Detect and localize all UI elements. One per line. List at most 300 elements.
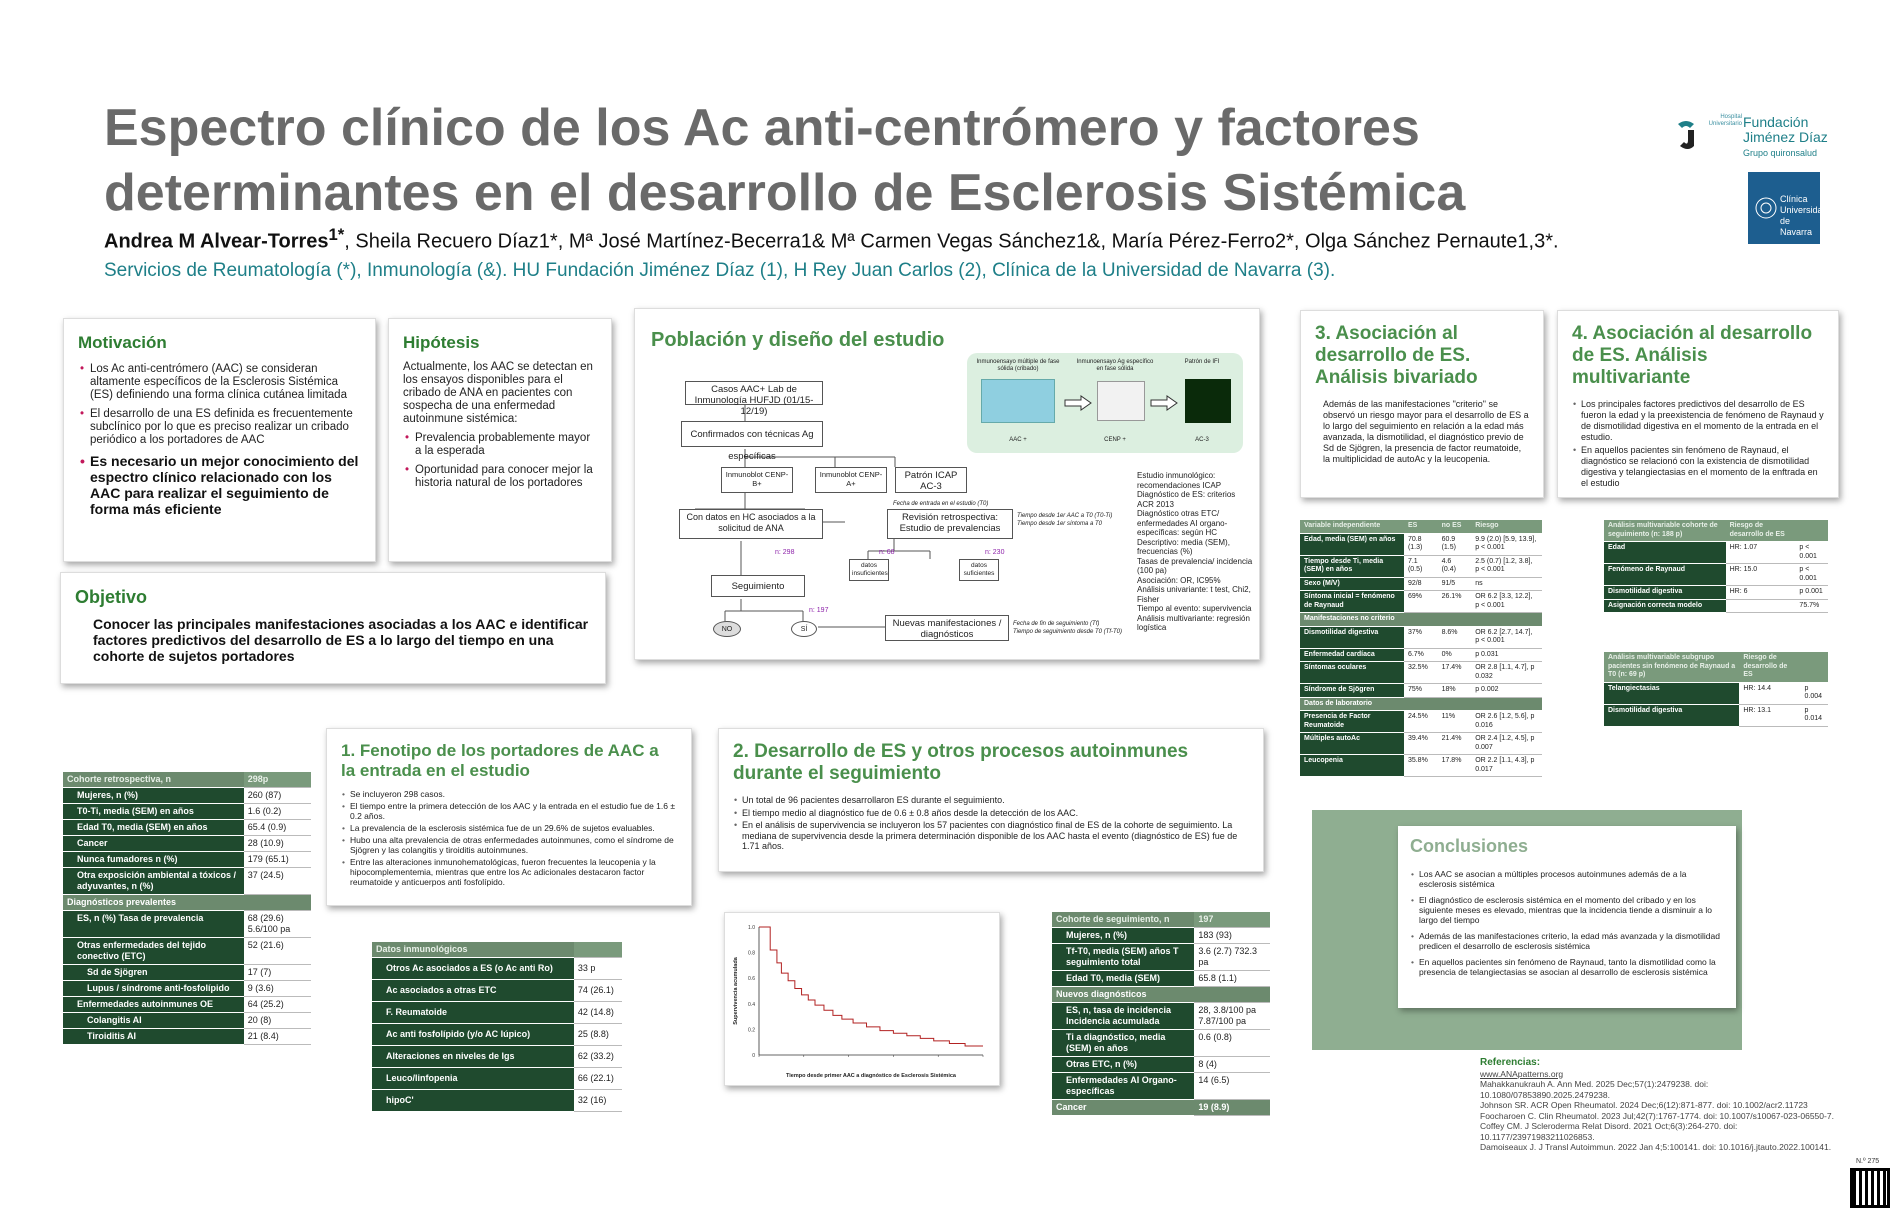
table-cell: 8.6% bbox=[1438, 626, 1472, 648]
table-row bbox=[1300, 711, 1542, 733]
table-cell: 8 (4) bbox=[1194, 1057, 1270, 1073]
y-tick-label: 0.4 bbox=[748, 1001, 755, 1008]
table-cell: Dismotilidad digestiva bbox=[1300, 626, 1404, 648]
table-row bbox=[1052, 1003, 1270, 1030]
sec2-list bbox=[733, 795, 1249, 852]
table-cell: OR 6.2 [2.7, 14.7], p < 0.001 bbox=[1471, 626, 1542, 648]
sec4-heading: 4. Asociación al desarrollo de ES. Análisis multivariante bbox=[1572, 323, 1813, 388]
table-cell: OR 2.8 [1.1, 4.7], p 0.032 bbox=[1471, 662, 1542, 684]
table-header-cell: Riesgo de desarrollo de ES bbox=[1739, 652, 1800, 682]
table-row bbox=[372, 958, 622, 980]
conclusion-item: • Además de las manifestaciones criterio, la edad más avanzada y la dismotilidad predicen el desarrollo de esclerosis sistémica bbox=[1410, 931, 1724, 951]
note-ti2: Tiempo desde 1er síntoma a T0 bbox=[1017, 521, 1102, 527]
other-authors: , Sheila Recuero Díaz1*, Mª José Martínez-Becerra1& Mª Carmen Vegas Sánchez1&, María Pérez-Ferro2*, Olga Sánchez Pernaute1,3*. bbox=[344, 230, 1559, 253]
table-cell: 39.4% bbox=[1404, 733, 1438, 755]
table-cell: Ti a diagnóstico, media (SEM) en años bbox=[1052, 1030, 1194, 1057]
motivacion-item: • Los Ac anti-centrómero (AAC) se consideran altamente específicos de la Esclerosis Sistémica (ES) definiendo una forma clínica cutánea limitada bbox=[78, 363, 361, 402]
fjd-logo-small: Hospital Universitario bbox=[1708, 114, 1742, 127]
table-cell: Mujeres, n (%) bbox=[1052, 928, 1194, 944]
sec3-text: Además de las manifestaciones "criterio" se observó un riesgo mayor para el desarrollo de ES a lo largo del seguimiento en relación a la edad más avanzada, la dismotilidad, el diagnóstico previo de Sd de Sjögren, la presencia de factor reumatoide, la multiplicidad de autoAc y la leucopenia. bbox=[1323, 399, 1529, 464]
conclusiones-card bbox=[1398, 826, 1736, 1008]
table-cell: Nunca fumadores n (%) bbox=[63, 852, 244, 868]
table-cell: p 0.002 bbox=[1471, 684, 1542, 698]
hipotesis-heading: Hipótesis bbox=[403, 333, 480, 352]
table-cell: Telangiectasias bbox=[1604, 682, 1739, 704]
assay-bottom-2: CENP + bbox=[1104, 437, 1126, 443]
table-row bbox=[372, 1046, 622, 1068]
sec2-card bbox=[718, 728, 1264, 872]
table-cell: T0-Ti, media (SEM) en años bbox=[63, 804, 244, 820]
motivacion-item: • Es necesario un mejor conocimiento del espectro clínico relacionado con los AAC para realizar el seguimiento de forma más eficiente bbox=[78, 453, 361, 517]
table-row bbox=[63, 997, 311, 1013]
table-row bbox=[1300, 533, 1542, 555]
hipotesis-item: • Oportunidad para conocer mejor la historia natural de los portadores bbox=[403, 464, 597, 490]
table-cell: OR 2.6 [1.2, 5.6], p 0.016 bbox=[1471, 711, 1542, 733]
flow-no: NO bbox=[713, 621, 741, 637]
table-section-row bbox=[1300, 613, 1542, 627]
table-cell: 75.7% bbox=[1795, 599, 1828, 613]
table-header-row bbox=[1300, 520, 1542, 533]
conclusion-item: • En aquellos pacientes sin fenómeno de Raynaud, tanto la dismotilidad como la presencia de telangiectasias se asocian al desarrollo de esclerosis sistémica bbox=[1410, 957, 1724, 977]
table-row bbox=[63, 1029, 311, 1045]
multivariate-table-1 bbox=[1604, 520, 1828, 613]
table-cell: Tiroiditis AI bbox=[63, 1029, 244, 1045]
table-cell bbox=[244, 895, 311, 911]
table-header-cell: Variable independiente bbox=[1300, 520, 1404, 533]
sec1-item: • La prevalencia de la esclerosis sistémica fue de un 29.6% de sujetos evaluables. bbox=[341, 823, 677, 833]
table-row bbox=[1300, 577, 1542, 591]
table-cell: HR: 14.4 bbox=[1739, 682, 1800, 704]
table-cell: Otras enfermedades del tejido conectivo (ETC) bbox=[63, 938, 244, 965]
assay-bottom-1: AAC + bbox=[1009, 437, 1027, 443]
table-row bbox=[372, 980, 622, 1002]
table-cell: 65.4 (0.9) bbox=[244, 820, 311, 836]
ref-line: Foocharoen C. Clin Rheumatol. 2023 Jul;42(7):1767-1774. doi: 10.1007/s10067-023-06550-7. bbox=[1480, 1110, 1834, 1121]
table-section-row bbox=[1300, 697, 1542, 711]
table-section-label: Diagnósticos prevalentes bbox=[63, 895, 244, 911]
table-row bbox=[1052, 928, 1270, 944]
table-row bbox=[63, 820, 311, 836]
table-header-cell: Cohorte retrospectiva, n bbox=[63, 772, 244, 788]
sec1-card bbox=[326, 728, 692, 906]
table-cell: 0.6 (0.8) bbox=[1194, 1030, 1270, 1057]
table-row bbox=[1052, 1073, 1270, 1100]
flow-insuficientes: datos insuficientes bbox=[849, 559, 889, 581]
table-header-cell: Riesgo bbox=[1471, 520, 1542, 533]
hipotesis-card bbox=[388, 318, 612, 562]
table-row bbox=[1300, 555, 1542, 577]
table-header-cell: Análisis multivariable cohorte de seguimiento (n: 188 p) bbox=[1604, 520, 1726, 542]
table-cell: Leucopenia bbox=[1300, 755, 1404, 777]
table-cell: OR 2.2 [1.1, 4.3], p 0.017 bbox=[1471, 755, 1542, 777]
table-row bbox=[1300, 648, 1542, 662]
table-cell: 6.7% bbox=[1404, 648, 1438, 662]
table-cell: 0% bbox=[1438, 648, 1472, 662]
assay-label-1: Inmunoensayo múltiple de fase sólida (cribado) bbox=[976, 359, 1060, 372]
table-cell: 92/8 bbox=[1404, 577, 1438, 591]
table-cell: p < 0.001 bbox=[1795, 542, 1828, 564]
follow-up-table bbox=[1052, 912, 1270, 1116]
table-cell: 28, 3.8/100 pa 7.87/100 pa bbox=[1194, 1003, 1270, 1030]
table-cell: Edad, media (SEM) en años bbox=[1300, 533, 1404, 555]
table-cell: 21.4% bbox=[1438, 733, 1472, 755]
table-row bbox=[1604, 542, 1828, 564]
note-ti: Tiempo desde 1er AAC a T0 (T0-Ti) bbox=[1017, 513, 1113, 519]
table-row bbox=[1604, 682, 1828, 704]
table-cell: ES, n (%) Tasa de prevalencia bbox=[63, 911, 244, 938]
table-cell: 35.8% bbox=[1404, 755, 1438, 777]
hipotesis-item: • Prevalencia probablemente mayor a la esperada bbox=[403, 432, 597, 458]
table-row bbox=[372, 1068, 622, 1090]
motivacion-heading: Motivación bbox=[78, 333, 167, 352]
table-cell bbox=[1726, 599, 1796, 613]
table-row bbox=[1604, 564, 1828, 586]
y-tick-label: 0.6 bbox=[748, 976, 755, 983]
table-cell: Edad T0, media (SEM) en años bbox=[63, 820, 244, 836]
conclusiones-list bbox=[1410, 869, 1724, 977]
table-header-cell: Análisis multivariable subgrupo pacientes sin fenómeno de Raynaud a T0 (n: 69 p) bbox=[1604, 652, 1739, 682]
table-cell: 11% bbox=[1438, 711, 1472, 733]
table-header-cell: Datos inmunológicos bbox=[372, 942, 574, 958]
table-cell: Enfermedades AI Organo-específicas bbox=[1052, 1073, 1194, 1100]
table-header-cell bbox=[574, 942, 622, 958]
table-header-row bbox=[1052, 912, 1270, 928]
sec1-list bbox=[341, 789, 677, 887]
flow-inmunoblot-b: Inmunoblot CENP-B+ bbox=[721, 467, 793, 493]
cun-logo bbox=[1748, 172, 1828, 244]
table-section-label: Cancer bbox=[1052, 1100, 1194, 1116]
table-section-row bbox=[1052, 987, 1270, 1003]
table-row bbox=[1300, 591, 1542, 613]
survival-chart-card bbox=[724, 912, 1000, 1086]
table-cell: 75% bbox=[1404, 684, 1438, 698]
sec1-item: • Entre las alteraciones inmunohematológicas, fueron frecuentes la leucopenia y la hipocomplementemia, mientras que entre los Ac adicionales destacaron factor reumatoide y anticuerpos anti fosfolípido. bbox=[341, 857, 677, 887]
table-cell: HR: 1.07 bbox=[1726, 542, 1796, 564]
table-cell: p 0.001 bbox=[1795, 586, 1828, 600]
table-cell: HR: 15.0 bbox=[1726, 564, 1796, 586]
table-cell: 64 (25.2) bbox=[244, 997, 311, 1013]
ref-link[interactable]: www.ANApatterns.org bbox=[1480, 1068, 1564, 1079]
table-row bbox=[63, 852, 311, 868]
first-author: Andrea M Alvear-Torres bbox=[104, 230, 329, 253]
ref-line: Coffey CM. J Scleroderma Relat Disord. 2021 Oct;6(3):264-270. doi: 10.1177/23971983211026853. bbox=[1480, 1121, 1738, 1142]
table-cell: 26.1% bbox=[1438, 591, 1472, 613]
note-t0: Fecha de entrada en el estudio (T0) bbox=[893, 501, 989, 507]
table-cell: 32.5% bbox=[1404, 662, 1438, 684]
poblacion-heading: Población y diseño del estudio bbox=[651, 329, 945, 351]
table-row bbox=[63, 1013, 311, 1029]
table-section-label: Manifestaciones no criterio bbox=[1300, 613, 1542, 627]
table-cell: 21 (8.4) bbox=[244, 1029, 311, 1045]
table-cell: Síndrome de Sjögren bbox=[1300, 684, 1404, 698]
table-cell: 33 p bbox=[574, 958, 622, 980]
sec4-item: • En aquellos pacientes sin fenómeno de Raynaud, el diagnóstico se relacionó con la existencia de dismotilidad digestiva y telangiectasias en el momento de la enftrada en el estudio bbox=[1572, 445, 1824, 489]
table-cell: Alteraciones en niveles de Igs bbox=[372, 1046, 574, 1068]
sec1-heading: 1. Fenotipo de los portadores de AAC a la entrada en el estudio bbox=[341, 741, 659, 780]
table-cell: 28 (10.9) bbox=[244, 836, 311, 852]
table-cell: ES, n, tasa de incidencia Incidencia acumulada bbox=[1052, 1003, 1194, 1030]
motivacion-item: • El desarrollo de una ES definida es frecuentemente subclínico por lo que es preciso realizar un cribado periódico a los portadores de AAC bbox=[78, 408, 361, 447]
table-cell: 65.8 (1.1) bbox=[1194, 971, 1270, 987]
hipotesis-intro: Actualmente, los AAC se detectan en los ensayos disponibles para el cribado de ANA en pacientes con sospecha de una enfermedad autoinmune sistémica: bbox=[403, 361, 593, 425]
table-cell: 7.1 (0.5) bbox=[1404, 555, 1438, 577]
table-row bbox=[63, 981, 311, 997]
table-cell: Edad T0, media (SEM) bbox=[1052, 971, 1194, 987]
n-68: n: 68 bbox=[879, 549, 895, 556]
sec1-item: • El tiempo entre la primera detección de los AAC y la entrada en el estudio fue de 1.6 ± 0.2 años. bbox=[341, 801, 677, 821]
table-cell: F. Reumatoide bbox=[372, 1002, 574, 1024]
table-row bbox=[1300, 662, 1542, 684]
flow-confirmados: Confirmados con técnicas Ag específicas bbox=[681, 421, 823, 447]
table-cell: Síntoma inicial = fenómeno de Raynaud bbox=[1300, 591, 1404, 613]
ref-line: Johnson SR. ACR Open Rheumatol. 2024 Dec;6(12):871-877. doi: 10.1002/acr2.11723 bbox=[1480, 1100, 1808, 1110]
y-tick-label: 1.0 bbox=[748, 925, 755, 931]
table-cell: Edad bbox=[1604, 542, 1726, 564]
cun-logo-text: Clínica Universidad de Navarra bbox=[1780, 194, 1828, 237]
poblacion-card bbox=[634, 308, 1260, 660]
table-header-cell: 298p bbox=[244, 772, 311, 788]
y-tick-label: 0.8 bbox=[748, 950, 755, 957]
n-230: n: 230 bbox=[985, 549, 1005, 556]
y-axis-label: Supervivencia acumulada bbox=[733, 957, 739, 1025]
table-cell: p 0.031 bbox=[1471, 648, 1542, 662]
fjd-logo-group: Grupo quironsalud bbox=[1743, 148, 1818, 158]
flow-suficientes: datos suficientes bbox=[959, 559, 999, 581]
referencias bbox=[1480, 1058, 1840, 1153]
table-cell: Tf-T0, media (SEM) años T seguimiento total bbox=[1052, 944, 1194, 971]
retrospective-table bbox=[63, 772, 311, 1045]
table-row bbox=[1052, 944, 1270, 971]
table-row bbox=[63, 788, 311, 804]
table-row bbox=[372, 1090, 622, 1112]
table-row bbox=[1052, 971, 1270, 987]
table-cell: 37% bbox=[1404, 626, 1438, 648]
sec2-item: • En el análisis de supervivencia se incluyeron los 57 pacientes con diagnóstico final de ES de la cohorte de seguimiento. La mediana de supervivencia desde la primera determinación disponible de los AAC hasta el evento (diagnóstico de ES) fue de 1.71 años. bbox=[733, 820, 1249, 852]
table-cell: 62 (33.2) bbox=[574, 1046, 622, 1068]
table-cell: Dismotilidad digestiva bbox=[1604, 586, 1726, 600]
table-cell: 60.9 (1.5) bbox=[1438, 533, 1472, 555]
motivacion-card bbox=[63, 318, 376, 562]
table-row bbox=[1604, 599, 1828, 613]
table-cell: 9.9 (2.0) [5.9, 13.9], p < 0.001 bbox=[1471, 533, 1542, 555]
table-cell: Tiempo desde Ti, media (SEM) en años bbox=[1300, 555, 1404, 577]
table-cell: 74 (26.1) bbox=[574, 980, 622, 1002]
table-cell: 66 (22.1) bbox=[574, 1068, 622, 1090]
table-cell: Múltiples autoAc bbox=[1300, 733, 1404, 755]
table-cell: 68 (29.6) 5.6/100 pa bbox=[244, 911, 311, 938]
table-cell: 69% bbox=[1404, 591, 1438, 613]
table-row bbox=[1300, 626, 1542, 648]
conclusion-item: • Los AAC se asocian a múltiples procesos autoinmunes además de a la esclerosis sistémica bbox=[1410, 869, 1724, 889]
n-298: n: 298 bbox=[775, 549, 795, 556]
table-row bbox=[1300, 755, 1542, 777]
table-cell: Otras ETC, n (%) bbox=[1052, 1057, 1194, 1073]
bivariate-table bbox=[1300, 520, 1542, 777]
sec2-item: • El tiempo medio al diagnóstico fue de 0.6 ± 0.8 años desde la detección de los AAC. bbox=[733, 808, 1249, 819]
table-cell: Enfermedad cardíaca bbox=[1300, 648, 1404, 662]
table-cell: p 0.004 bbox=[1800, 682, 1828, 704]
table-cell bbox=[1194, 987, 1270, 1003]
sec1-item: • Hubo una alta prevalencia de otras enfermedades autoinmunes, como el síndrome de Sjögren y las colangitis y tiroiditis autoinmunes. bbox=[341, 835, 677, 855]
table-cell: Presencia de Factor Reumatoide bbox=[1300, 711, 1404, 733]
table-cell: 18% bbox=[1438, 684, 1472, 698]
table-section-row bbox=[1052, 1100, 1270, 1116]
table-header-row bbox=[1604, 520, 1828, 542]
table-cell: 17.4% bbox=[1438, 662, 1472, 684]
table-cell: Ac asociados a otras ETC bbox=[372, 980, 574, 1002]
table-cell: 179 (65.1) bbox=[244, 852, 311, 868]
table-cell: 70.8 (1.3) bbox=[1404, 533, 1438, 555]
table-header-row bbox=[1604, 652, 1828, 682]
table-cell: Mujeres, n (%) bbox=[63, 788, 244, 804]
flow-inmunoblot-a: Inmunoblot CENP-A+ bbox=[815, 467, 887, 493]
table-row bbox=[63, 965, 311, 981]
flow-seguimiento: Seguimiento bbox=[711, 575, 805, 597]
assay-label-3: Patrón de IFI bbox=[1184, 359, 1220, 365]
table-cell: 2.5 (0.7) [1.2, 3.8], p < 0.001 bbox=[1471, 555, 1542, 577]
table-row bbox=[1300, 733, 1542, 755]
table-cell: 9 (3.6) bbox=[244, 981, 311, 997]
table-row bbox=[63, 836, 311, 852]
sec3-card bbox=[1300, 310, 1544, 498]
fjd-logo bbox=[1672, 112, 1832, 160]
note-tf2: Tiempo de seguimiento desde T0 (Tf-T0) bbox=[1013, 629, 1122, 635]
table-cell: Ac anti fosfolípido (y/o AC lúpico) bbox=[372, 1024, 574, 1046]
table-cell: Fenómeno de Raynaud bbox=[1604, 564, 1726, 586]
qr-code-icon[interactable] bbox=[1850, 1168, 1890, 1208]
note-tf: Fecha de fin de seguimiento (Tf) bbox=[1013, 621, 1100, 627]
motivacion-list bbox=[78, 363, 361, 517]
table-cell: OR 6.2 [3.3, 12.2], p < 0.001 bbox=[1471, 591, 1542, 613]
flow-icap: Patrón ICAP AC-3 bbox=[895, 467, 967, 493]
table-cell: Síntomas oculares bbox=[1300, 662, 1404, 684]
table-cell: 52 (21.6) bbox=[244, 938, 311, 965]
immunological-table bbox=[372, 942, 622, 1112]
fjd-logo-line2: Jiménez Díaz bbox=[1743, 129, 1828, 145]
sec1-item: • Se incluyeron 298 casos. bbox=[341, 789, 677, 799]
table-cell: 25 (8.8) bbox=[574, 1024, 622, 1046]
table-row bbox=[63, 911, 311, 938]
table-row bbox=[372, 1024, 622, 1046]
table-cell: Colangitis AI bbox=[63, 1013, 244, 1029]
table-header-cell bbox=[1795, 520, 1828, 542]
table-header-row bbox=[63, 772, 311, 788]
table-header-cell: 197 bbox=[1194, 912, 1270, 928]
table-cell: 183 (93) bbox=[1194, 928, 1270, 944]
objetivo-heading: Objetivo bbox=[75, 587, 148, 607]
flow-si: SÍ bbox=[791, 621, 817, 637]
table-cell: Otros Ac asociados a ES (o Ac anti Ro) bbox=[372, 958, 574, 980]
poster-title: Espectro clínico de los Ac anti-centrómero y factores determinantes en el desarrollo de Esclerosis Sistémica bbox=[104, 99, 1466, 222]
table-header-cell bbox=[1800, 652, 1828, 682]
first-author-sup: 1* bbox=[328, 225, 345, 244]
table-cell: Dismotilidad digestiva bbox=[1604, 704, 1739, 726]
survival-chart bbox=[725, 913, 1001, 1087]
flow-nuevas: Nuevas manifestaciones / diagnósticos bbox=[885, 615, 1009, 641]
sec2-item: • Un total de 96 pacientes desarrollaron ES durante el seguimiento. bbox=[733, 795, 1249, 806]
authors bbox=[104, 225, 1559, 254]
survival-curve bbox=[759, 927, 983, 1046]
table-cell: 260 (87) bbox=[244, 788, 311, 804]
table-cell: Lupus / síndrome anti-fosfolípido bbox=[63, 981, 244, 997]
table-header-cell: Cohorte de seguimiento, n bbox=[1052, 912, 1194, 928]
table-row bbox=[63, 868, 311, 895]
table-row bbox=[1052, 1030, 1270, 1057]
table-cell: 17.8% bbox=[1438, 755, 1472, 777]
table-cell: Sd de Sjögren bbox=[63, 965, 244, 981]
sec2-heading: 2. Desarrollo de ES y otros procesos autoinmunes durante el seguimiento bbox=[733, 741, 1189, 784]
table-cell: 91/5 bbox=[1438, 577, 1472, 591]
sec4-list bbox=[1572, 399, 1824, 489]
ref-line: Damoiseaux J. J Transl Autoimmun. 2022 Jan 4;5:100141. doi: 10.1016/j.jtauto.2022.100141. bbox=[1480, 1142, 1832, 1152]
cun-seal-icon bbox=[1754, 196, 1778, 220]
table-cell: p < 0.001 bbox=[1795, 564, 1828, 586]
table-cell: 1.6 (0.2) bbox=[244, 804, 311, 820]
objetivo-card bbox=[60, 572, 606, 684]
affiliations: Servicios de Reumatología (*), Inmunología (&). HU Fundación Jiménez Díaz (1), H Rey Juan Carlos (2), Clínica de la Universidad de Navarra (3). bbox=[104, 260, 1336, 281]
table-cell: Asignación correcta modelo bbox=[1604, 599, 1726, 613]
table-header-cell: ES bbox=[1404, 520, 1438, 533]
table-cell: 3.6 (2.7) 732.3 pa bbox=[1194, 944, 1270, 971]
table-cell: 37 (24.5) bbox=[244, 868, 311, 895]
ref-line: Mahakkanukrauh A. Ann Med. 2025 Dec;57(1):2479238. doi: 10.1080/07853890.2025.2479238. bbox=[1480, 1079, 1709, 1100]
table-cell: OR 2.4 [1.2, 4.5], p 0.007 bbox=[1471, 733, 1542, 755]
y-tick-label: 0.2 bbox=[748, 1027, 755, 1034]
methods-text: Estudio inmunológico: recomendaciones ICAP Diagnóstico de ES: criterios ACR 2013 Diagnóstico otras ETC/ enfermedades AI organo-específicas: según HC Descriptivo: media (SEM), frecuencias (%) Tasas de prevalencia/ incidencia (100 pa) Asociación: OR, IC95% Análisis univariante: t test, Chi2, Fisher Tiempo al evento: supervivencia Análisis multivariante: regresión logística bbox=[1137, 471, 1253, 632]
table-section-row bbox=[63, 895, 311, 911]
table-row bbox=[372, 1002, 622, 1024]
table-cell: Cancer bbox=[63, 836, 244, 852]
poster-number: N.º 275 bbox=[1856, 1158, 1880, 1165]
table-cell: Enfermedades autoinmunes OE bbox=[63, 997, 244, 1013]
sec3-heading: 3. Asociación al desarrollo de ES. Análisis bivariado bbox=[1315, 323, 1478, 388]
table-header-cell: no ES bbox=[1438, 520, 1472, 533]
table-row bbox=[1604, 586, 1828, 600]
table-header-row bbox=[372, 942, 622, 958]
assay-label-2: Inmunoensayo Ag específico en fase sólida bbox=[1076, 359, 1154, 372]
multivariate-table-2 bbox=[1604, 652, 1828, 727]
table-cell: Sexo (M/V) bbox=[1300, 577, 1404, 591]
table-row bbox=[1300, 684, 1542, 698]
assay-bottom-3: AC-3 bbox=[1195, 437, 1209, 443]
referencias-heading: Referencias: bbox=[1480, 1057, 1541, 1068]
table-cell: 14 (6.5) bbox=[1194, 1073, 1270, 1100]
table-header-cell: Riesgo de desarrollo de ES bbox=[1726, 520, 1796, 542]
objetivo-text: Conocer las principales manifestaciones asociadas a los AAC e identificar factores predictivos del desarrollo de ES a lo largo del tiempo en una cohorte de sujetos portadores bbox=[93, 616, 589, 664]
table-cell: HR: 13.1 bbox=[1739, 704, 1800, 726]
table-cell: 24.5% bbox=[1404, 711, 1438, 733]
table-section-label: Datos de laboratorio bbox=[1300, 697, 1542, 711]
hipotesis-list bbox=[403, 432, 597, 490]
table-cell: 32 (16) bbox=[574, 1090, 622, 1112]
table-cell: Otra exposición ambiental a tóxicos / adyuvantes, n (%) bbox=[63, 868, 244, 895]
table-cell: 20 (8) bbox=[244, 1013, 311, 1029]
sec4-card bbox=[1557, 310, 1839, 498]
n-197: n: 197 bbox=[809, 607, 829, 614]
flow-revision: Revisión retrospectiva: Estudio de prevalencias bbox=[887, 509, 1013, 539]
table-section-label: Nuevos diagnósticos bbox=[1052, 987, 1194, 1003]
table-cell: 42 (14.8) bbox=[574, 1002, 622, 1024]
table-cell: 19 (8.9) bbox=[1194, 1100, 1270, 1116]
table-cell: HR: 6 bbox=[1726, 586, 1796, 600]
flow-hc: Con datos en HC asociados a la solicitud de ANA bbox=[679, 509, 823, 539]
table-cell: 4.6 (0.4) bbox=[1438, 555, 1472, 577]
table-cell: Leuco/linfopenia bbox=[372, 1068, 574, 1090]
sec4-item: • Los principales factores predictivos del desarrollo de ES fueron la edad y la preexistencia de fenómeno de Raynaud y de dismotilidad digestiva en el momento de la entrada en el estudio. bbox=[1572, 399, 1824, 443]
table-cell: ns bbox=[1471, 577, 1542, 591]
table-row bbox=[63, 938, 311, 965]
table-cell: 17 (7) bbox=[244, 965, 311, 981]
